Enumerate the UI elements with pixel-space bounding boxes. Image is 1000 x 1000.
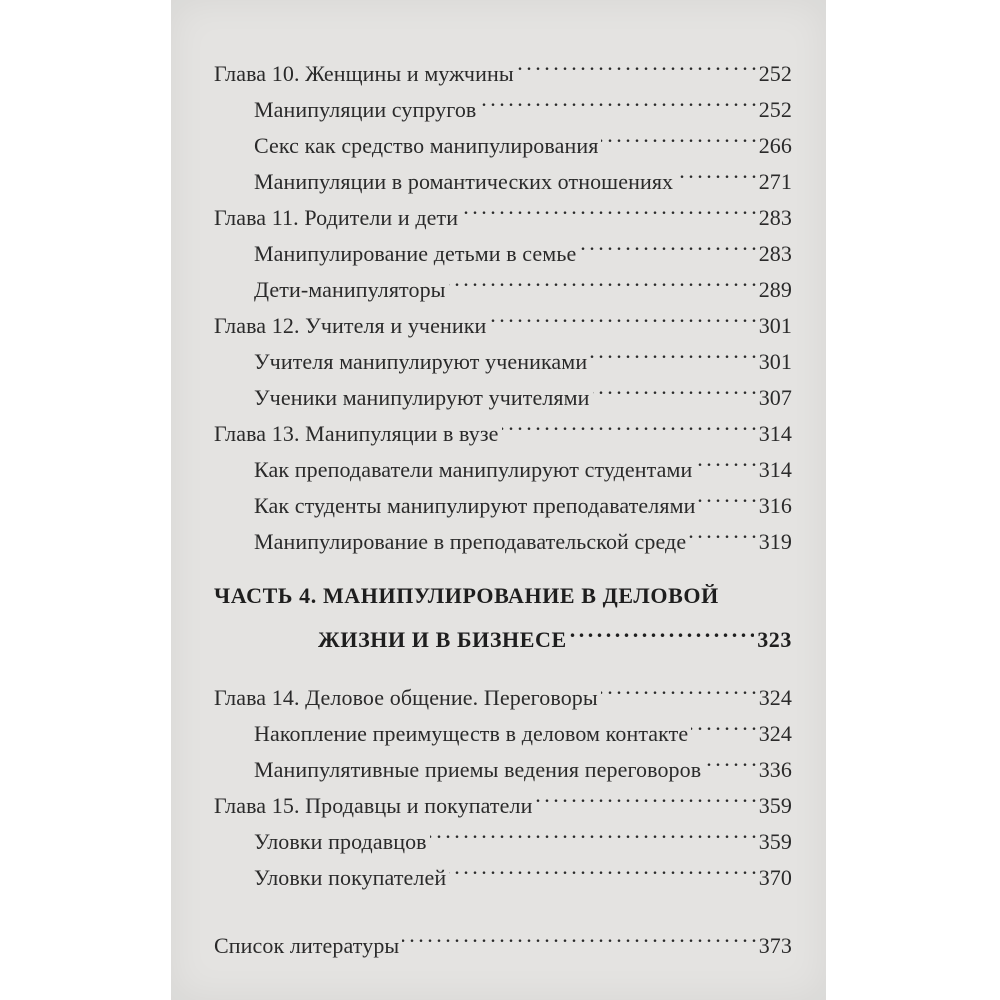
dot-leader [570,613,754,647]
toc-entry-chapter [214,45,792,86]
toc-entry-title: Глава 15. Продавцы и покупатели [214,793,533,818]
toc-entry-title: Накопление преимуществ в деловом контакте [254,721,689,746]
dot-leader [449,261,756,297]
dot-leader [535,777,755,813]
dot-leader [449,849,755,885]
toc-entry-title: Манипуляции в романтических отношениях [254,169,674,194]
dot-leader [489,297,755,333]
toc-entry-page-number: 283 [758,241,792,266]
toc-entry-bibliography [214,917,792,958]
toc-entry-title: Как преподаватели манипулируют студентами [254,457,693,482]
toc-entry-page-number: 301 [758,313,792,338]
dot-leader [593,369,756,405]
toc-entry-page-number: 266 [758,133,792,158]
part-title-line2: ЖИЗНИ И В БИЗНЕСЕ [318,627,567,652]
toc-entry-title: Уловки продавцов [254,829,427,854]
toc-part-heading [214,579,792,652]
dot-leader [590,333,755,369]
toc-entry-page-number: 359 [758,829,792,854]
toc-entry-title: Глава 10. Женщины и мужчины [214,61,514,86]
part-page-number: 323 [757,627,792,652]
toc-entry-page-number: 289 [758,277,792,302]
toc-entry-title: Глава 13. Манипуляции в вузе [214,421,499,446]
table-of-contents [214,45,792,958]
toc-entry-title: Манипулятивные приемы ведения переговоров [254,757,702,782]
dot-leader [479,81,755,117]
toc-entry-title: Манипулирование детьми в семье [254,241,577,266]
dot-leader [698,477,755,513]
dot-leader [689,513,755,549]
toc-entry-page-number: 359 [758,793,792,818]
dot-leader [691,705,755,741]
toc-entry-title: Ученики манипулируют учителями [254,385,590,410]
toc-entry-page-number: 314 [758,421,792,446]
bibliography-page-number: 373 [758,933,792,958]
toc-entry-page-number: 301 [758,349,792,374]
toc-entry-title: Уловки покупателей [254,865,447,890]
toc-entry-page-number: 307 [758,385,792,410]
bibliography-label: Список литературы [214,933,400,958]
toc-entry-title: Манипулирование в преподавательской среде [254,529,687,554]
toc-entry-page-number: 271 [758,169,792,194]
toc-entry-page-number: 314 [758,457,792,482]
toc-entry-title: Как студенты манипулируют преподавателями [254,493,696,518]
dot-leader [517,45,756,81]
toc-entry-title: Учителя манипулируют учениками [254,349,588,374]
toc-entry-page-number: 319 [758,529,792,554]
toc-entry-title: Глава 11. Родители и дети [214,205,459,230]
toc-block-part4 [214,669,792,890]
toc-entry-title: Дети-манипуляторы [254,277,446,302]
dot-leader [695,441,755,477]
toc-entry-page-number: 283 [758,205,792,230]
toc-entry-chapter [214,669,792,710]
dot-leader [601,669,756,705]
part-title-line2-row [214,613,792,652]
dot-leader [402,917,755,953]
dot-leader [502,405,756,441]
toc-entry-page-number: 316 [758,493,792,518]
toc-entry-title: Глава 12. Учителя и ученики [214,313,487,338]
dot-leader [430,813,756,849]
toc-entry-title: Манипуляции супругов [254,97,477,122]
toc-entry-page-number: 252 [758,61,792,86]
dot-leader [601,117,755,153]
toc-entry-page-number: 324 [758,685,792,710]
dot-leader [579,225,755,261]
toc-entry-page-number: 324 [758,721,792,746]
dot-leader [461,189,756,225]
toc-block-part3 [214,45,792,554]
part-title-line1: ЧАСТЬ 4. МАНИПУЛИРОВАНИЕ В ДЕЛОВОЙ [214,583,719,608]
toc-entry-page-number: 252 [758,97,792,122]
toc-entry-page-number: 336 [758,757,792,782]
dot-leader [676,153,756,189]
toc-entry-title: Секс как средство манипулирования [254,133,599,158]
dot-leader [704,741,755,777]
toc-entry-title: Глава 14. Деловое общение. Переговоры [214,685,598,710]
toc-entry-page-number: 370 [758,865,792,890]
